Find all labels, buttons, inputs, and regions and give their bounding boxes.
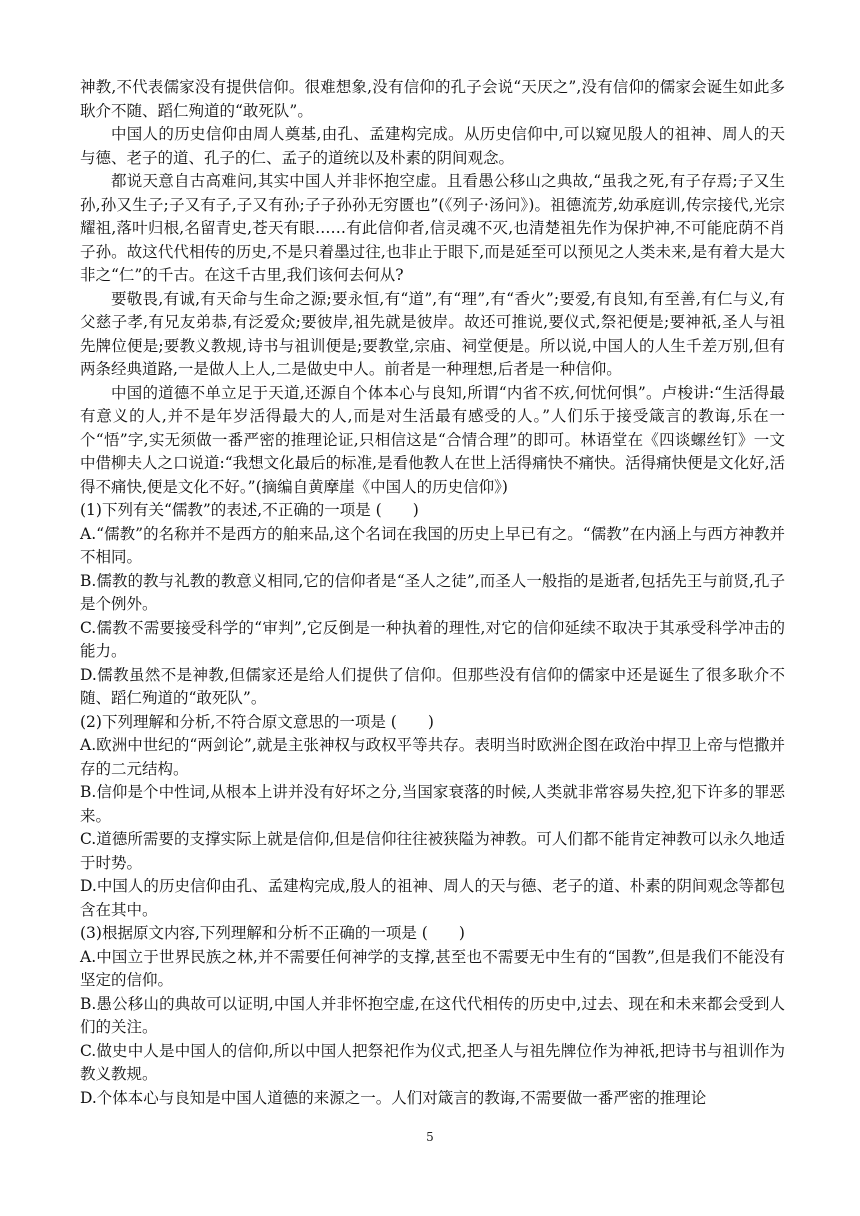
answer-option: B.愚公移山的典故可以证明,中国人并非怀抱空虚,在这代代相传的历史中,过去、现在和未来都会受到人们的关注。: [80, 994, 785, 1036]
question-list: [80, 499, 785, 1110]
answer-option: B.信仰是个中性词,从根本上讲并没有好坏之分,当国家衰落的时候,人类就非常容易失控,犯下许多的罪恶来。: [80, 783, 785, 825]
passage-paragraph: 神教,不代表儒家没有提供信仰。很难想象,没有信仰的孔子会说“天厌之”,没有信仰的儒家会诞生如此多耿介不随、蹈仁殉道的“敢死队”。: [80, 78, 785, 120]
document-page: [80, 76, 785, 1110]
passage: [80, 76, 785, 499]
answer-option: D.儒教虽然不是神教,但儒家还是给人们提供了信仰。但那些没有信仰的儒家中还是诞生了很多耿介不随、蹈仁殉道的“敢死队”。: [80, 665, 785, 707]
passage-paragraph: 都说天意自古高难问,其实中国人并非怀抱空虚。且看愚公移山之典故,“虽我之死,有子存焉;子又生孙,孙又生子;子又有子,子又有孙;子子孙孙无穷匮也”(《列子·汤问》)。祖德流芳,幼承庭训,传宗接代,光宗耀祖,落叶归根,名留青史,苍天有眼……有此信仰者,信灵魂不灭,也清楚祖先作为保护神,不可能庇荫不肖子孙。故这代代相传的历史,不是只着墨过往,也非止于眼下,而是延至可以预见之人类未来,是有着大是大非之“仁”的千古。在这千古里,我们该何去何从?: [80, 172, 785, 284]
passage-paragraph: 中国的道德不单立足于天道,还源自个体本心与良知,所谓“内省不疚,何忧何惧”。卢梭讲:“生活得最有意义的人,并不是年岁活得最大的人,而是对生活最有感受的人。”人们乐于接受箴言的教诲,乐在一个“悟”字,实无须做一番严密的推理论证,只相信这是“合情合理”的即可。林语堂在《四谈螺丝钉》一文中借柳夫人之口说道:“我想文化最后的标准,是看他教人在世上活得痛快不痛快。活得痛快便是文化好,活得不痛快,便是文化不好。”(摘编自黄摩崖《中国人的历史信仰》): [80, 383, 786, 496]
question-block: [80, 922, 785, 1110]
question-block: [80, 711, 785, 923]
answer-option: C.道德所需要的支撑实际上就是信仰,但是信仰往往被狭隘为神教。可人们都不能肯定神教可以永久地适于时势。: [80, 830, 785, 872]
passage-paragraph: 中国人的历史信仰由周人奠基,由孔、孟建构完成。从历史信仰中,可以窥见殷人的祖神、周人的天与德、老子的道、孔子的仁、孟子的道统以及朴素的阴间观念。: [80, 125, 785, 167]
question-title: (3)根据原文内容,下列理解和分析不正确的一项是 ( ): [80, 924, 465, 942]
answer-option: A.“儒教”的名称并不是西方的舶来品,这个名词在我国的历史上早已有之。“儒教”在内涵上与西方神教并不相同。: [80, 524, 785, 566]
answer-option: A.中国立于世界民族之林,并不需要任何神学的支撑,甚至也不需要无中生有的“国教”,但是我们不能没有坚定的信仰。: [80, 947, 785, 989]
question-block: [80, 499, 785, 711]
answer-option: D.中国人的历史信仰由孔、孟建构完成,殷人的祖神、周人的天与德、老子的道、朴素的阴间观念等都包含在其中。: [80, 877, 785, 919]
answer-option: B.儒教的教与礼教的教意义相同,它的信仰者是“圣人之徒”,而圣人一般指的是逝者,包括先王与前贤,孔子是个例外。: [80, 571, 785, 613]
passage-paragraph: 要敬畏,有诚,有天命与生命之源;要永恒,有“道”,有“理”,有“香火”;要爱,有良知,有至善,有仁与义,有父慈子孝,有兄友弟恭,有泛爱众;要彼岸,祖先就是彼岸。故还可推说,要仪式,祭祀便是;要神祇,圣人与祖先牌位便是;要教义教规,诗书与祖训便是;要教堂,宗庙、祠堂便是。所以说,中国人的人生千差万别,但有两条经典道路,一是做人上人,二是做史中人。前者是一种理想,后者是一种信仰。: [80, 289, 785, 378]
answer-option: C.儒教不需要接受科学的“审判”,它反倒是一种执着的理性,对它的信仰延续不取决于其承受科学冲击的能力。: [80, 618, 785, 660]
answer-option: C.做史中人是中国人的信仰,所以中国人把祭祀作为仪式,把圣人与祖先牌位作为神祇,把诗书与祖训作为教义教规。: [80, 1041, 785, 1083]
question-title: (1)下列有关“儒教”的表述,不正确的一项是 ( ): [80, 501, 419, 519]
answer-option: A.欧洲中世纪的“两剑论”,就是主张神权与政权平等共存。表明当时欧洲企图在政治中捍卫上帝与恺撒并存的二元结构。: [80, 736, 785, 778]
page-number: 5: [426, 1130, 434, 1144]
answer-option: D.个体本心与良知是中国人道德的来源之一。人们对箴言的教诲,不需要做一番严密的推理论: [80, 1088, 707, 1107]
question-title: (2)下列理解和分析,不符合原文意思的一项是 ( ): [80, 712, 434, 731]
